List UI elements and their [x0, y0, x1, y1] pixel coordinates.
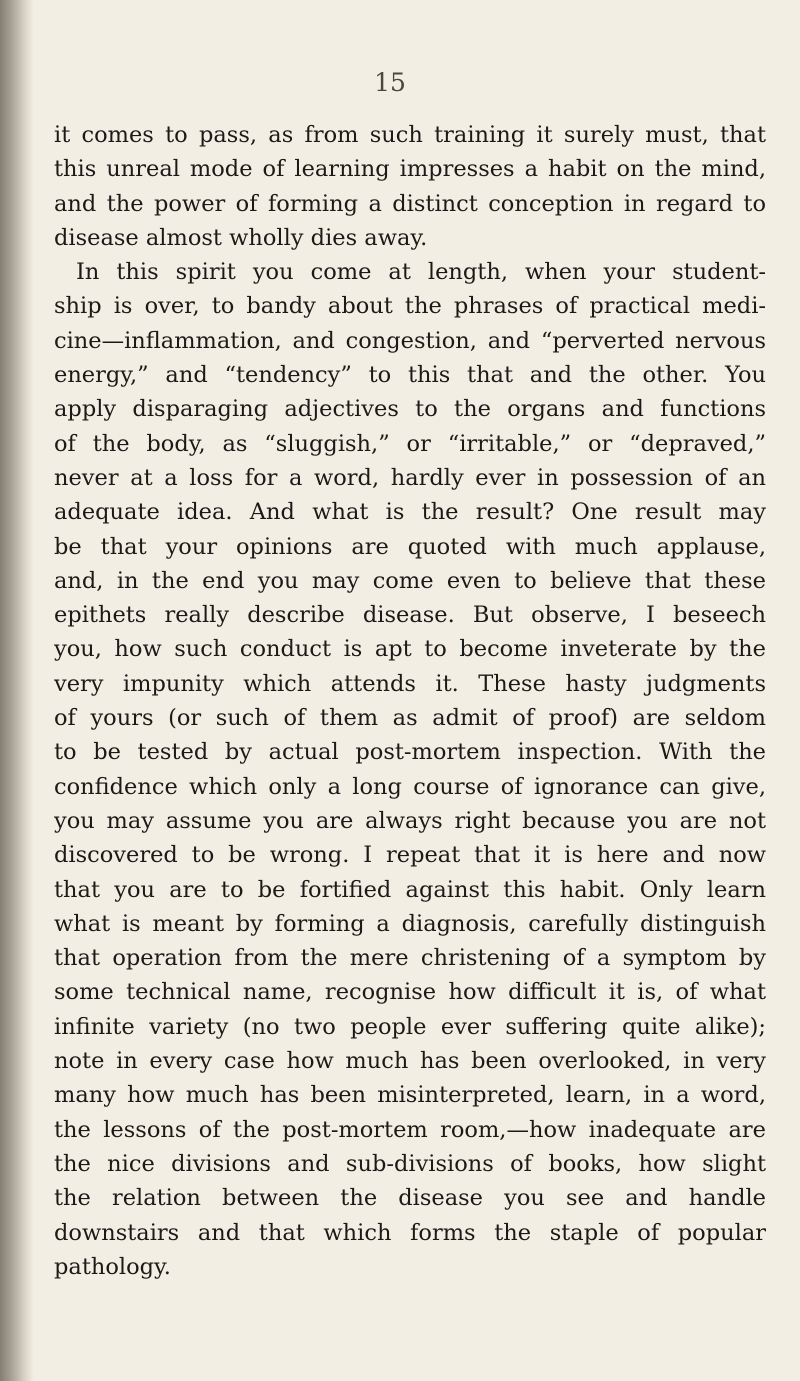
text-line: be that your opinions are quoted with much applause, — [54, 533, 766, 560]
text-line: of the body, as “sluggish,” or “irritable,” or “depraved,” — [54, 430, 766, 457]
text-line: what is meant by forming a diagnosis, carefully distinguish — [54, 910, 766, 937]
text-line: disease almost wholly dies away. — [54, 224, 428, 251]
text-line: energy,” and “tendency” to this that and the other. You — [54, 362, 766, 389]
text-line: infinite variety (no two people ever suffering quite alike); — [54, 1013, 766, 1040]
body-text — [54, 118, 766, 1284]
text-line: the lessons of the post-mortem room,—how inadequate are — [54, 1116, 766, 1143]
text-line: that operation from the mere christening of a symptom by — [54, 945, 766, 972]
text-line: to be tested by actual post-mortem inspection. With the — [54, 739, 766, 766]
text-line: many how much has been misinterpreted, learn, in a word, — [54, 1082, 766, 1109]
text-line: apply disparaging adjectives to the organs and functions — [54, 396, 766, 423]
text-line: cine—inflammation, and congestion, and “perverted nervous — [54, 327, 766, 354]
text-line: you, how such conduct is apt to become inveterate by the — [54, 636, 766, 663]
text-line: never at a loss for a word, hardly ever in possession of an — [54, 464, 766, 491]
text-line: discovered to be wrong. I repeat that it is here and now — [54, 842, 766, 869]
text-line: downstairs and that which forms the staple of popular — [54, 1219, 766, 1246]
text-line: and the power of forming a distinct conception in regard to — [54, 190, 766, 217]
text-line: ship is over, to bandy about the phrases of practical medi- — [54, 293, 766, 320]
text-line: that you are to be fortified against this habit. Only learn — [54, 876, 766, 903]
text-line: some technical name, recognise how difficult it is, of what — [54, 979, 766, 1006]
text-line: very impunity which attends it. These hasty judgments — [54, 670, 766, 697]
page-number: 15 — [374, 68, 406, 97]
text-line: the nice divisions and sub-divisions of books, how slight — [54, 1150, 766, 1177]
text-line: pathology. — [54, 1253, 171, 1280]
text-line: note in every case how much has been overlooked, in very — [54, 1048, 766, 1075]
text-line: of yours (or such of them as admit of proof) are seldom — [54, 705, 766, 732]
paragraph-start-line: In this spirit you come at length, when your student- — [76, 259, 766, 286]
text-line: epithets really describe disease. But observe, I beseech — [54, 602, 766, 629]
text-line: adequate idea. And what is the result? One result may — [54, 499, 766, 526]
text-line: it comes to pass, as from such training it surely must, that — [54, 122, 766, 148]
text-line: confidence which only a long course of ignorance can give, — [54, 773, 766, 800]
text-line: the relation between the disease you see and handle — [54, 1185, 766, 1212]
text-line: this unreal mode of learning impresses a habit on the mind, — [54, 156, 766, 183]
text-line: you may assume you are always right because you are not — [54, 807, 766, 834]
text-line: and, in the end you may come even to believe that these — [54, 567, 766, 594]
